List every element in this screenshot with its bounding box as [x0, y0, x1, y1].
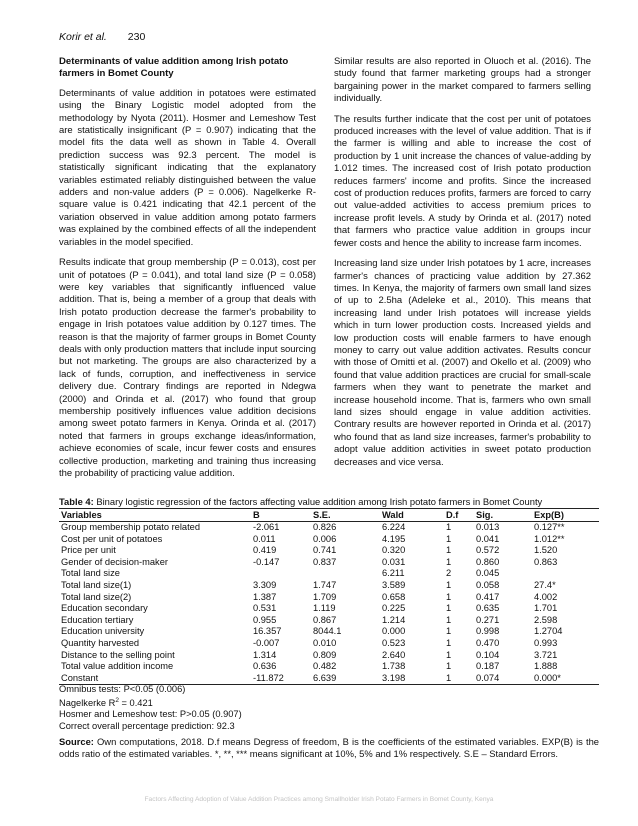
table-row — [59, 580, 599, 592]
table-cell: 0.523 — [382, 637, 406, 648]
column-header: Variables — [59, 509, 251, 522]
table-cell: 0.741 — [313, 545, 337, 556]
table-cell: 0.104 — [476, 649, 500, 660]
table-caption — [59, 496, 599, 508]
column-header: Wald — [380, 509, 444, 522]
prediction-success: Correct overall percentage prediction: 92.3 — [59, 720, 235, 731]
table-cell: 1.2704 — [534, 626, 563, 637]
variable-name-cell: Quantity harvested — [61, 637, 140, 648]
table-cell: 0.636 — [253, 661, 277, 672]
variable-name-cell: Education secondary — [61, 603, 148, 614]
nagelkerke-value: = 0.421 — [118, 698, 153, 709]
table-cell: 0.860 — [476, 556, 500, 567]
table-cell: 0.867 — [313, 614, 337, 625]
table-row — [59, 522, 599, 534]
table-cell: 0.013 — [476, 522, 500, 532]
table-cell: 1 — [446, 603, 452, 614]
table-cell: 2.598 — [534, 614, 558, 625]
left-column — [59, 56, 316, 488]
table-cell: 0.482 — [313, 661, 337, 672]
variable-name-cell: Total value addition income — [61, 661, 174, 672]
table-row — [59, 638, 599, 650]
variable-name-cell: Total land size(1) — [61, 579, 132, 590]
column-header: D.f — [444, 509, 474, 522]
table-cell: 0.045 — [476, 568, 500, 579]
table-cell — [311, 568, 380, 580]
table-cell: 1 — [446, 533, 452, 544]
table-cell: 3.309 — [253, 579, 277, 590]
table-cell: 0.826 — [313, 522, 337, 532]
table-row — [59, 557, 599, 569]
table-header-row — [59, 509, 599, 522]
table-source-note — [59, 736, 599, 760]
table-cell: 1.214 — [382, 614, 406, 625]
running-header-author: Korir et al. — [59, 31, 107, 43]
paragraph: The results further indicate that the cost per unit of potatoes produced increases with the level of value addition. That is if the farmer is willing and able to increase the cost of production by 1 unit increase the chances of value-adding by 1.012 times. The increased cost of Irish potato production reduces farmers' income and profits. Since the increased cost of production reduces profits, farmers are forced to carry out value-added activities to access premium prices to increase profit levels. A study by Orinda et al. (2017) noted that farmers who practice value addition in groups incur fewer costs and hence the ability to increase farm incomes. — [334, 113, 591, 249]
column-header: B — [251, 509, 311, 522]
variable-name-cell: Cost per unit of potatoes — [61, 533, 163, 544]
table-cell: 0.187 — [476, 661, 500, 672]
table-cell: 3.198 — [380, 673, 444, 685]
table-cell: 0.010 — [313, 637, 337, 648]
table-row — [59, 534, 599, 546]
table-cell: 0.271 — [476, 614, 500, 625]
table-cell: 6.211 — [382, 568, 405, 579]
table-cell: 1.314 — [253, 649, 277, 660]
source-text: Own computations, 2018. D.f means Degress of freedom, B is the coefficients of the estimated variables. EXP(B) is the odds ratio of the estimated variables. *, **, *** means significant at 10%, 5% and 1% respectively. S.E – Standard Errors. — [59, 736, 599, 760]
table-cell: 0.658 — [382, 591, 406, 602]
table-cell: 0.011 — [253, 533, 276, 544]
table-cell: 4.195 — [382, 533, 406, 544]
table-cell: 1 — [446, 522, 452, 532]
table-cell: 0.320 — [382, 545, 406, 556]
table-cell: 0.635 — [476, 603, 500, 614]
table-cell: 2 — [446, 568, 452, 579]
variable-name-cell: Distance to the selling point — [61, 649, 175, 660]
table-cell: 1.119 — [313, 603, 336, 614]
table-cell: 0.470 — [476, 637, 500, 648]
variable-name-cell: Education university — [61, 626, 145, 637]
table-cell: 0.993 — [534, 637, 558, 648]
table-cell: 1 — [444, 673, 474, 685]
table-cell: 6.639 — [311, 673, 380, 685]
variable-name-cell: Total land size — [61, 568, 120, 579]
table-caption-text: Binary logistic regression of the factors affecting value addition among Irish potato farmers in Bomet County — [96, 496, 543, 507]
source-label: Source: — [59, 736, 94, 747]
model-statistics — [59, 683, 242, 732]
table-cell: 2.640 — [382, 649, 406, 660]
regression-table — [59, 508, 599, 685]
table-cell: 16.357 — [253, 626, 282, 637]
table-cell: 1.888 — [534, 661, 558, 672]
nagelkerke-r2 — [59, 695, 242, 707]
table-row — [59, 626, 599, 638]
table-cell: 0.000 — [382, 626, 406, 637]
table-cell: 0.031 — [382, 556, 406, 567]
table-cell: 3.721 — [534, 649, 558, 660]
table-cell: 0.127** — [534, 522, 565, 532]
page-number: 230 — [127, 31, 146, 43]
table-cell: 8044.1 — [313, 626, 342, 637]
table-row — [59, 545, 599, 557]
column-header: S.E. — [311, 509, 380, 522]
variable-name-cell: Education tertiary — [61, 614, 134, 625]
variable-name-cell: Constant — [59, 673, 251, 685]
paragraph: Determinants of value addition in potatoes were estimated using the Binary Logistic model adopted from the methodology by Nyota (2011). Hosmer and Lemeshow Test are statistically insignificant (P = 0.907) indicating that the model fits the data well as shown in Table 4. Overall prediction success was 92.3 percent. The model is statistically significant indicating that the explanatory variables estimated reliably distinguished between the value adders and non-value adders (P = 0.006). Nagelkerke R-square value is 0.421 indicating that 42.1 percent of the variation observed in value addition among potato farmers was explained by the combined effects of all the independent variables in the model specified. — [59, 87, 316, 248]
section-heading: Determinants of value addition among Irish potato farmers in Bomet County — [59, 56, 289, 80]
omnibus-test: Omnibus tests: P<0.05 (0.006) — [59, 684, 186, 694]
table-cell: 1.747 — [313, 579, 337, 590]
running-footer: Factors Affecting Adoption of Value Addition Practices among Smallholder Irish Potato Farmers in Bomet County, Kenya — [144, 796, 494, 803]
table-cell: 3.589 — [382, 579, 406, 590]
table-row — [59, 650, 599, 662]
table-cell: 0.572 — [476, 545, 500, 556]
table-cell: 1 — [446, 637, 452, 648]
paragraph: Results indicate that group membership (P = 0.013), cost per unit of potatoes (P = 0.041), and total land size (P = 0.058) were key variables that significantly influenced value addition. That is, being a member of a group that deals with Irish potato production decrease the farmer's probability to engage in Irish potatoes value addition by 0.127 times. The reason is that the majority of farmer groups in Bomet County deals with only production matters that include input sourcing but not marketing. The groups are also characterized by a lack of funds, corruption, and ineffectiveness in service delivery due. Contrary findings are reported in Ndegwa (2000) and Orinda et al. (2017) who found that group membership positively influences value addition decisions among sweet potato farmers in Kenya. Orinda et al. (2017) noted that farmers in groups exchange ideas/information, achieve economies of scale, incur fewer costs and ensures collective production, marketing and training thus increasing the probability of practicing value addition. — [59, 257, 316, 479]
table-cell: 1 — [446, 614, 452, 625]
table-body — [59, 522, 599, 685]
table-cell: 1.012** — [534, 533, 565, 544]
table-row — [59, 603, 599, 615]
table-cell: 1 — [446, 661, 452, 672]
table-cell: 0.837 — [313, 556, 337, 567]
table-cell: 0.417 — [476, 591, 500, 602]
table-cell: 1 — [446, 556, 452, 567]
table-cell: 0.809 — [313, 649, 337, 660]
variable-name-cell: Price per unit — [61, 545, 116, 556]
right-column — [334, 56, 591, 477]
table-cell: 1 — [446, 545, 452, 556]
variable-name-cell: Total land size(2) — [61, 591, 132, 602]
table-cell: 1.520 — [534, 545, 558, 556]
table-cell: 0.531 — [253, 603, 277, 614]
table-cell: 6.224 — [382, 522, 406, 532]
column-header: Sig. — [474, 509, 532, 522]
table-cell: 1 — [446, 649, 452, 660]
table-cell: 0.074 — [474, 673, 532, 685]
table-cell: 27.4* — [534, 579, 556, 590]
table-row — [59, 661, 599, 673]
table-cell: -0.007 — [253, 637, 280, 648]
table-cell: 0.041 — [476, 533, 500, 544]
table-cell: 1 — [446, 626, 452, 637]
table-cell: 0.006 — [313, 533, 337, 544]
table-cell — [251, 568, 311, 580]
table-row — [59, 568, 599, 580]
table-cell: 0.955 — [253, 614, 277, 625]
nagelkerke-superscript: 2 — [115, 697, 119, 705]
table-cell: -0.147 — [253, 556, 280, 567]
table-cell: 1 — [446, 579, 452, 590]
table-cell: 0.000* — [532, 673, 599, 685]
table-cell: 1.701 — [534, 603, 558, 614]
variable-name-cell: Group membership potato related — [61, 522, 201, 532]
table-row — [59, 615, 599, 627]
table-cell: -11.872 — [251, 673, 311, 685]
paragraph: Increasing land size under Irish potatoes by 1 acre, increases farmer's chances of practicing value addition by 27.362 times. In Kenya, the majority of farmers own small land sizes of up to 2.5ha (Adeleke et al., 2010). This means that increasing land under Irish potatoes will increase yields which in turn lower production costs. Increased yields and low production costs will enable farmers to have enough money to carry out value addition activates. Results concur with those of Omitti et al. (2007) and Okello et al. (2009) who found that value addition practices are crucial for small-scale farmers when they want to penetrate the market and increase household income. That is, farmers who own small land sizes should engage in value addition activities. Contrary results are however reported in Orinda et al. (2017) who found that as land size increases, farmer's probability to adopt value addition activities in sweet potato production decreases and vice versa. — [334, 258, 591, 468]
table-cell: 0.225 — [382, 603, 406, 614]
table-row — [59, 592, 599, 604]
column-header: Exp(B) — [532, 509, 599, 522]
table-cell: 1.709 — [313, 591, 337, 602]
table-cell — [532, 568, 599, 580]
running-header — [59, 31, 145, 43]
table-cell: 0.863 — [534, 556, 558, 567]
table-caption-label: Table 4: — [59, 496, 94, 507]
table-cell: 0.058 — [476, 579, 500, 590]
table-cell: 0.998 — [476, 626, 500, 637]
nagelkerke-label: Nagelkerke R — [59, 698, 116, 709]
variable-name-cell: Gender of decision-maker — [61, 556, 168, 567]
table-cell: 1.387 — [253, 591, 277, 602]
table-cell: 4.002 — [534, 591, 558, 602]
paragraph: Similar results are also reported in Oluoch et al. (2016). The study found that farmer marketing groups had a stronger bargaining power in the market compared to farmers selling individually. — [334, 56, 591, 105]
table-cell: 0.419 — [253, 545, 277, 556]
hosmer-lemeshow-test: Hosmer and Lemeshow test: P>0.05 (0.907) — [59, 708, 242, 719]
table-cell: 1.738 — [382, 661, 406, 672]
table-cell: -2.061 — [253, 522, 280, 532]
table-cell: 1 — [446, 591, 452, 602]
